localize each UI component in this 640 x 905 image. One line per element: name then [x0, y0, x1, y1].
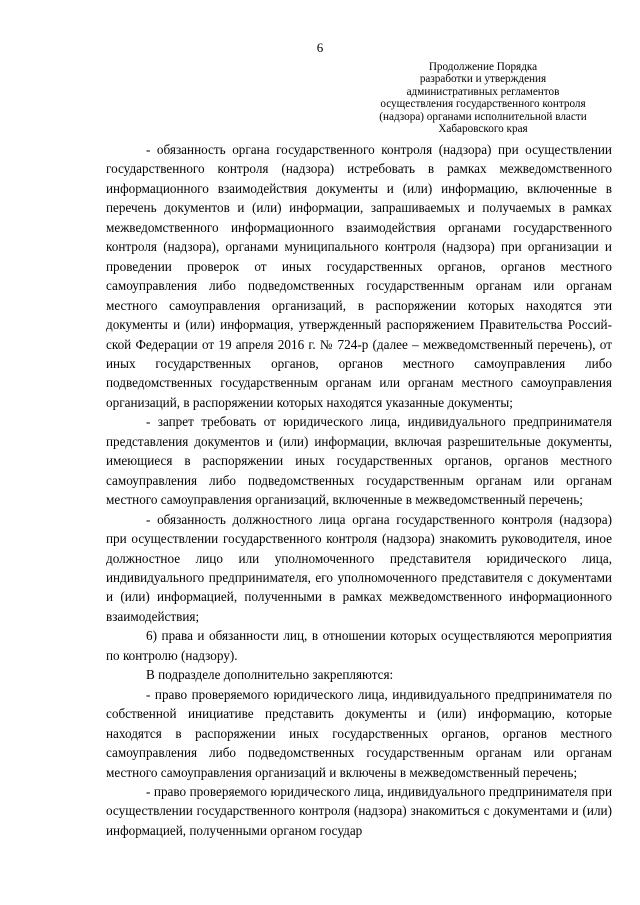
page-number: 6 — [316, 40, 324, 55]
body-paragraph: - право проверяемого юридического лица, индивидуального предпринимателя по собственной инициативе представить документы и (или) информацию, которые находятся в распоряжении иных государственных органов, органов местного самоуправления либо подведомственных государственным органам или органам местного самоуправления организаций и включены в межведомственный перечень; — [106, 686, 612, 780]
body-paragraph: - обязанность органа государственного контроля (надзора) при осуществлении государственного контроля (надзора) истребовать в рамках межведомственного информационного взаимодействия документы и (или) информацию, включенные в перечень документов и (или) информации, запрашиваемых и получаемых в рамках межведомственного информационного взаимодействия органами государственного контроля (надзора), органами муниципального контроля (надзора) при организации и проведении проверок от иных государственных органов, органов местного самоуправления либо подведомственных государственным органам или органам местного самоуправления организаций, в распоряжении которых находятся эти документы и (или) информация, утвержденный распоряжением Правительства Российской Федерации от 19 апреля 2016 г. № 724-р (далее – межведомственный перечень), от иных государственных органов, органов местного самоуправления либо подведомственных государственным органам или органам местного самоуправления организаций, в распоряжении которых находятся указанные документы; — [106, 142, 612, 410]
header-line: (надзора) органами исполнительной власти — [379, 110, 587, 123]
header-line: осуществления государственного контроля — [380, 98, 586, 111]
document-body — [106, 140, 612, 840]
header-line: Хабаровского края — [438, 123, 528, 136]
body-paragraph: 6) права и обязанности лиц, в отношении которых осуществляются мероприятия по контролю (надзору). — [106, 628, 612, 663]
body-paragraph: - обязанность должностного лица органа государственного контроля (надзора) при осуществлении государственного контроля (надзора) знакомить руководителя, иное должностное лицо или уполномоченного представителя юридического лица, индивидуального предпринимателя, его уполномоченного представителя с документами и (или) информацией, полученными в рамках межведомственного информационного взаимодействия; — [106, 511, 612, 624]
document-header — [352, 61, 614, 135]
body-paragraph: - запрет требовать от юридического лица, индивидуального предпринимателя представления документов и (или) информации, включая разрешительные документы, имеющиеся в распоряжении иных государственных органов, органов местного самоуправления либо подведомственных государственным органам или органам местного самоуправления организаций, включенные в межведомственный перечень; — [106, 414, 612, 508]
body-paragraph: - право проверяемого юридического лица, индивидуального предпринимателя при осуществлении государственного контроля (надзора) знакомиться с документами и (или) информацией, полученными органом государ — [106, 783, 612, 838]
header-line: Продолжение Порядка — [428, 61, 538, 73]
header-line: административных регламентов — [406, 85, 560, 98]
body-paragraph: В подразделе дополнительно закрепляются: — [146, 667, 394, 683]
header-line: разработки и утверждения — [419, 73, 547, 86]
